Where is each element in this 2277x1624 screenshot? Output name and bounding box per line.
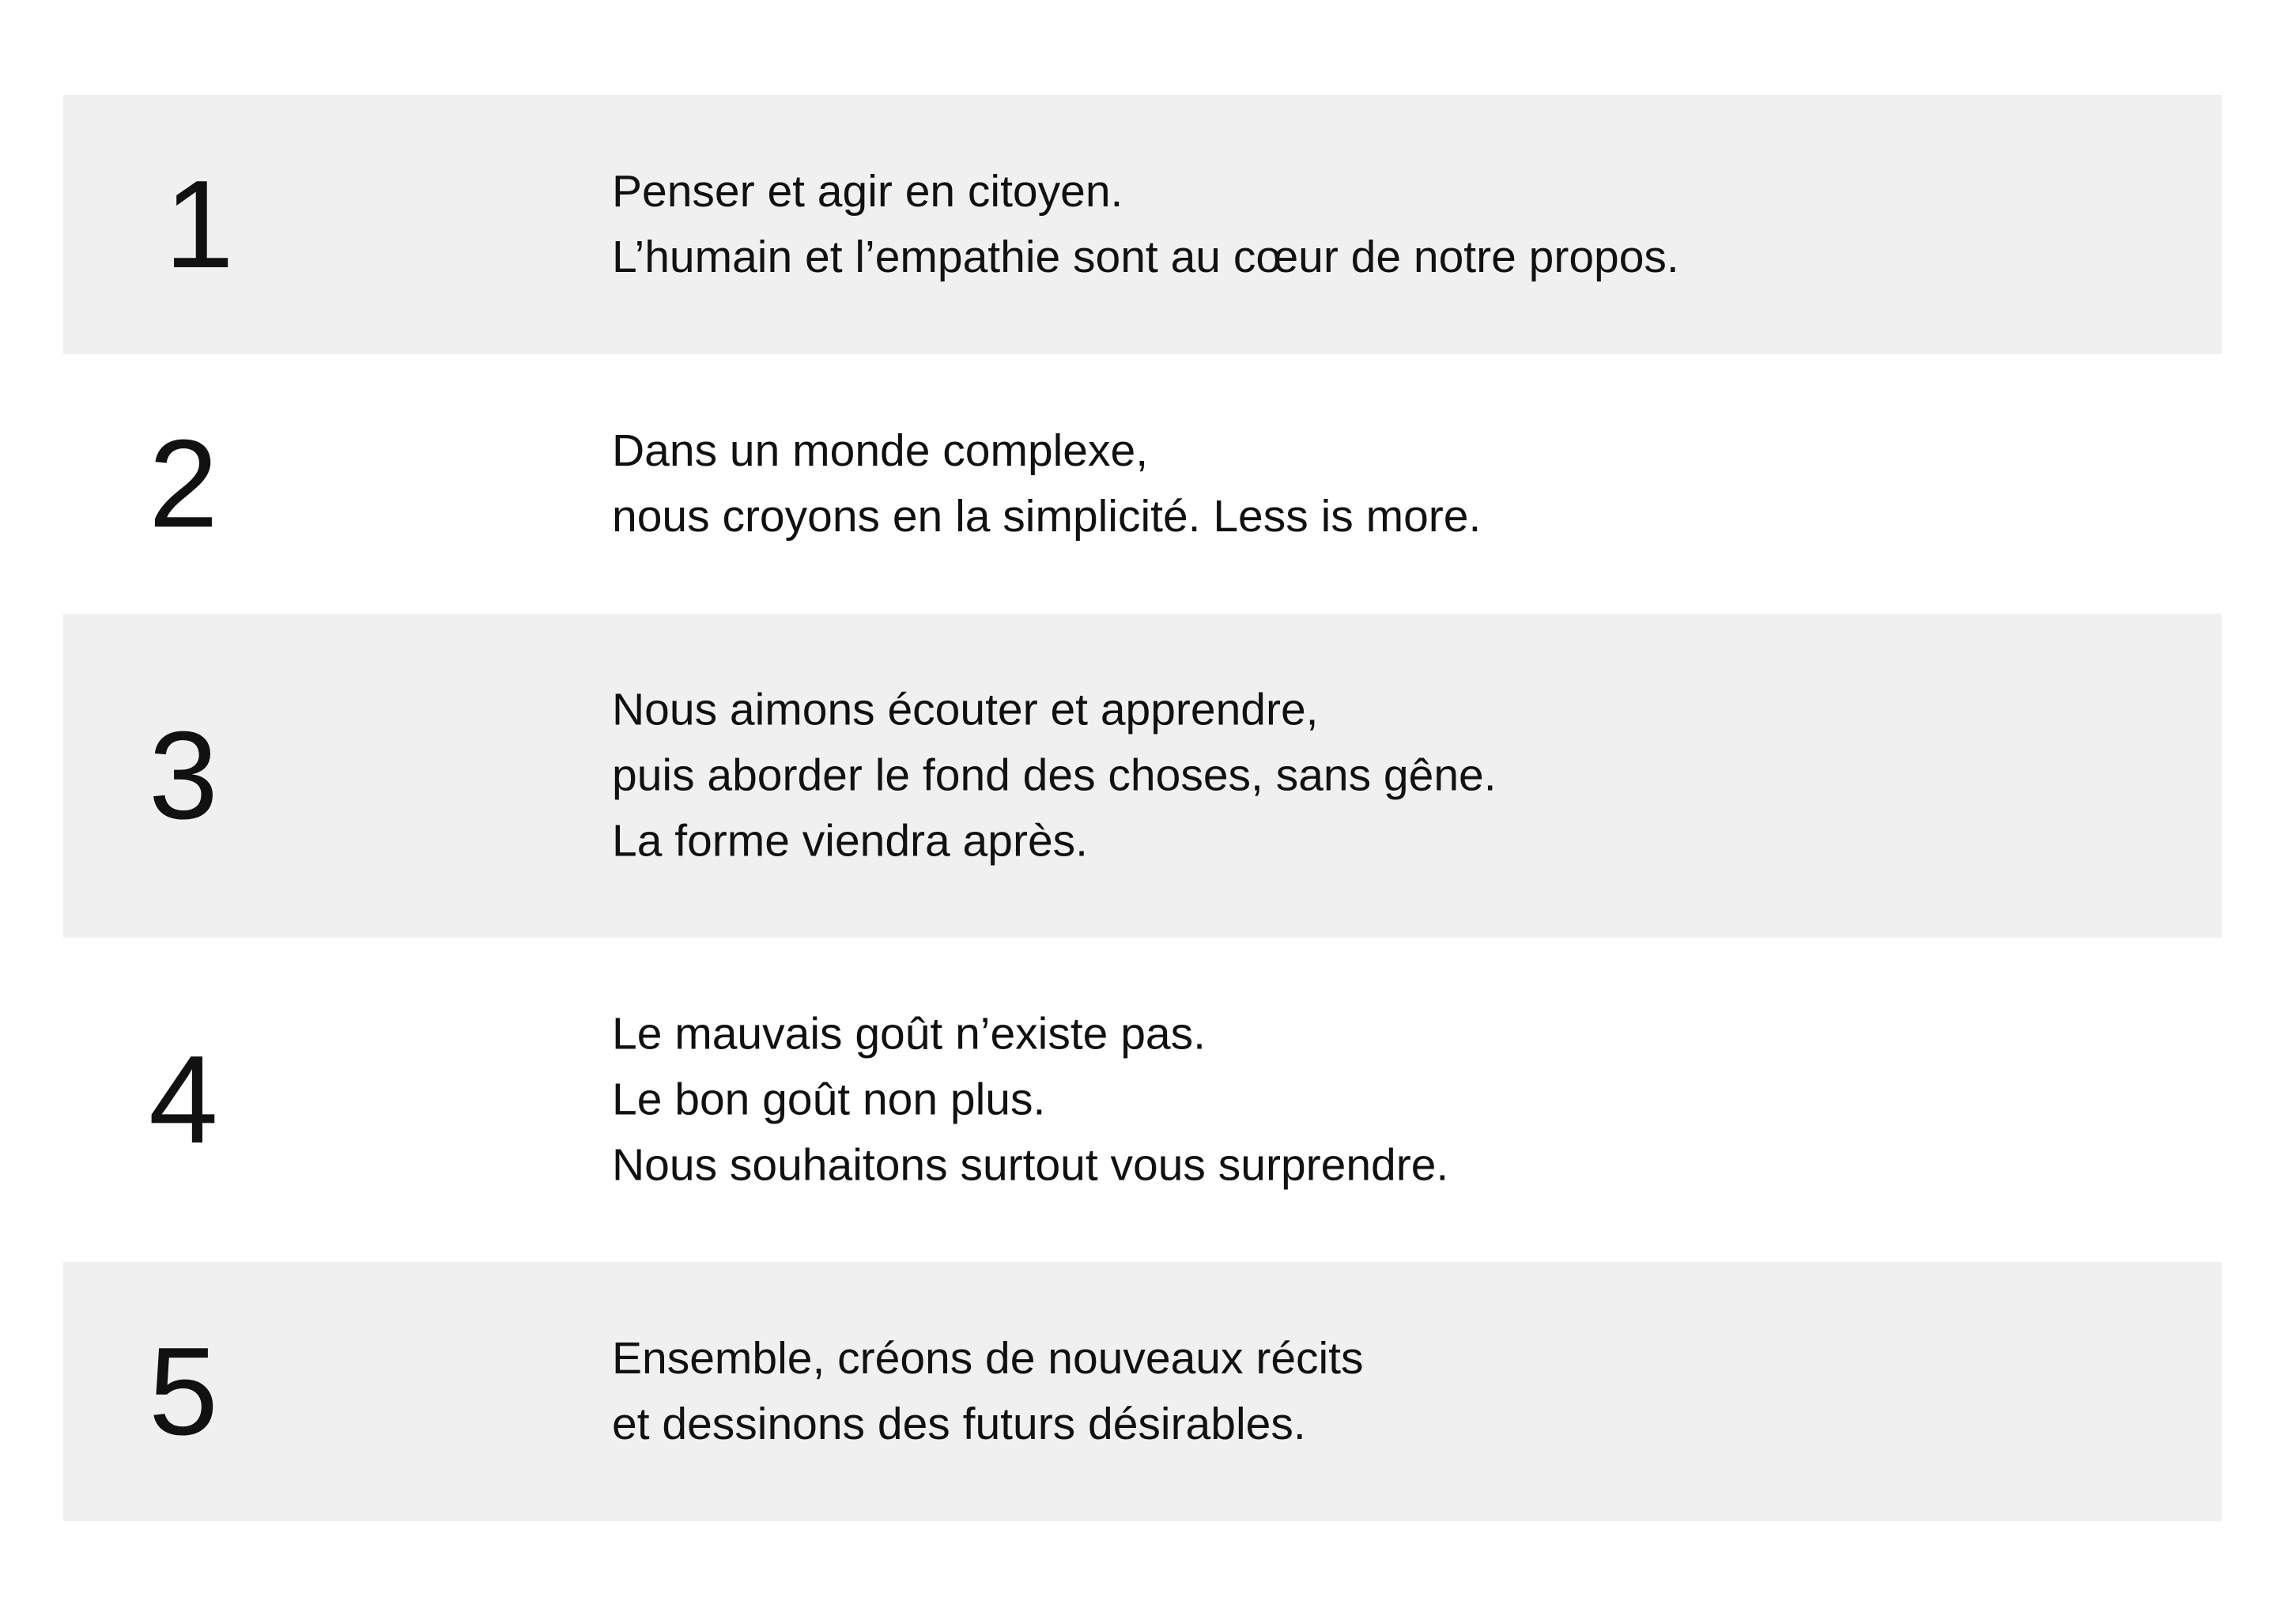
- principle-line: Le mauvais goût n’existe pas.: [612, 1008, 1206, 1059]
- principle-line: Nous aimons écouter et apprendre,: [612, 684, 1319, 735]
- principle-number: 2: [149, 414, 215, 553]
- principle-line: La forme viendra après.: [612, 815, 1088, 867]
- principle-line: et dessinons des futurs désirables.: [612, 1399, 1306, 1449]
- principle-line: Le bon goût non plus.: [612, 1074, 1046, 1125]
- principle-row-5: [63, 1262, 2222, 1521]
- principle-text: [612, 678, 2114, 874]
- principle-line: Dans un monde complexe,: [612, 425, 1149, 476]
- principle-number: 1: [164, 155, 231, 294]
- principle-line: nous croyons en la simplicité. Less is more.: [612, 491, 1482, 542]
- principle-row-2: [63, 354, 2222, 614]
- principle-line: L’humain et l’empathie sont au cœur de notre propos.: [612, 232, 1679, 282]
- principle-row-4: [63, 938, 2222, 1262]
- principle-line: Ensemble, créons de nouveaux récits: [612, 1333, 1364, 1384]
- principle-row-3: [63, 614, 2222, 938]
- principle-row-1: [63, 95, 2222, 354]
- principle-number: 3: [149, 706, 215, 845]
- principle-number: 5: [149, 1322, 215, 1461]
- principles-list: [63, 95, 2222, 1521]
- principle-line: Nous souhaitons surtout vous surprendre.: [612, 1139, 1449, 1191]
- principle-number: 4: [149, 1030, 215, 1169]
- principle-text: [612, 1002, 2114, 1199]
- principle-line: Penser et agir en citoyen.: [612, 166, 1123, 217]
- principle-line: puis aborder le fond des choses, sans gêne.: [612, 750, 1497, 801]
- principle-text: [612, 159, 2114, 290]
- principle-text: [612, 1326, 2114, 1457]
- principle-text: [612, 418, 2114, 550]
